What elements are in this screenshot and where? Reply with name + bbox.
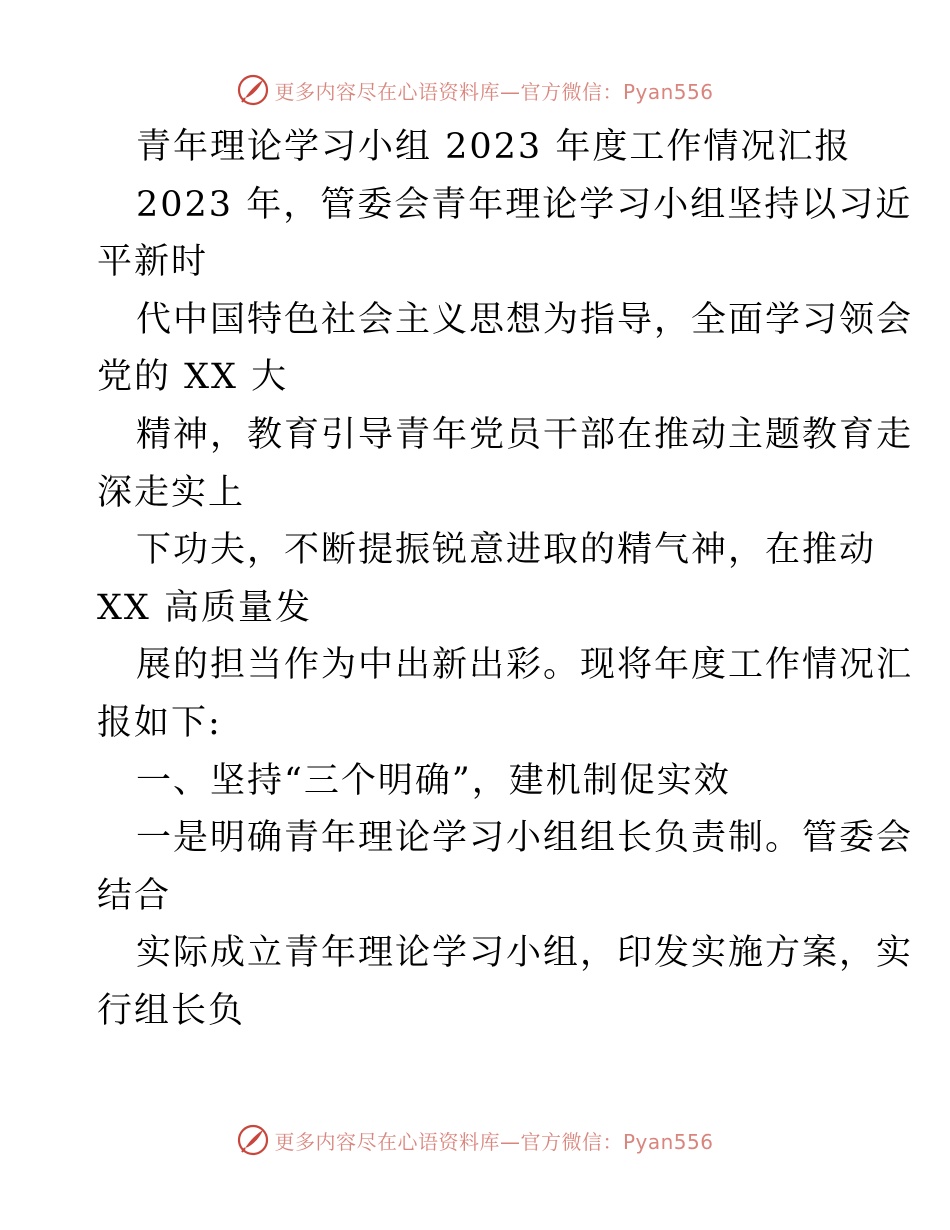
paragraph-line: 平新时 bbox=[97, 242, 209, 283]
paragraph-line: XX 高质量发 bbox=[97, 587, 312, 628]
paragraph-line: 结合 bbox=[97, 875, 172, 916]
section-heading: 一、坚持“三个明确”，建机制促实效 bbox=[136, 760, 731, 801]
paragraph-line: 报如下: bbox=[97, 702, 222, 743]
paragraph-line: 下功夫，不断提振锐意进取的精气神，在推动 bbox=[136, 530, 877, 571]
paragraph-line: 精神，教育引导青年党员干部在推动主题教育走 bbox=[136, 414, 914, 455]
paragraph-line: 一是明确青年理论学习小组组长负责制。管委会 bbox=[136, 818, 914, 859]
paragraph-line: 2023 年，管委会青年理论学习小组坚持以习近 bbox=[136, 184, 913, 225]
paragraph-line: 实际成立青年理论学习小组，印发实施方案，实 bbox=[136, 933, 914, 974]
paragraph-line: 代中国特色社会主义思想为指导，全面学习领会 bbox=[136, 299, 914, 340]
document-body bbox=[0, 119, 950, 1041]
watermark-banner-bottom bbox=[0, 1118, 950, 1162]
paragraph-line: 展的担当作为中出新出彩。现将年度工作情况汇 bbox=[136, 645, 914, 686]
watermark-banner-top bbox=[0, 68, 950, 112]
paragraph-line: 行组长负 bbox=[97, 990, 246, 1031]
watermark-text: 更多内容尽在心语资料库—官方微信：Pyan556 bbox=[274, 79, 714, 104]
quill-pen-logo-icon bbox=[236, 1123, 270, 1157]
paragraph-line: 党的 XX 大 bbox=[97, 357, 289, 398]
paragraph-line: 深走实上 bbox=[97, 472, 246, 513]
quill-pen-logo-icon bbox=[236, 73, 270, 107]
watermark-text: 更多内容尽在心语资料库—官方微信：Pyan556 bbox=[274, 1129, 714, 1154]
document-title: 青年理论学习小组 2023 年度工作情况汇报 bbox=[136, 127, 852, 167]
